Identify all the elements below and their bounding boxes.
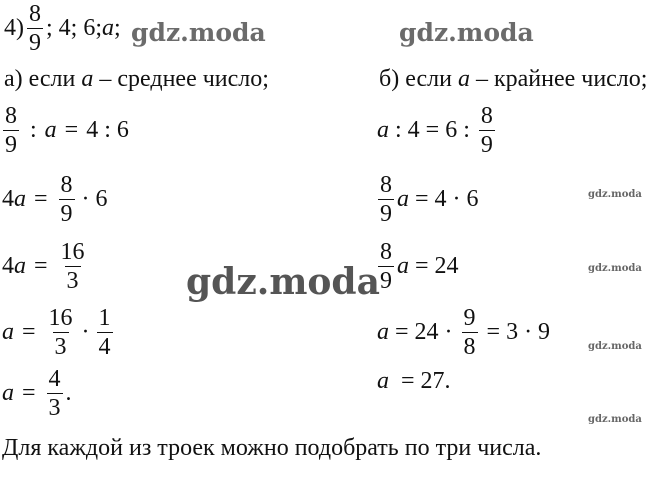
- watermark: gdz.moda: [131, 18, 266, 47]
- left-line-1: $\frac{8}{9}$ : a = 4 : 6: [5, 103, 129, 158]
- left-line-3: 4 a = $\frac{16}{3}$: [2, 239, 85, 294]
- fraction: $\frac{8}{9}$: [380, 239, 392, 294]
- watermark-large: gdz.moda: [186, 261, 380, 303]
- problem-variable: a: [102, 15, 115, 41]
- fraction: $\frac{1}{4}$: [98, 305, 111, 360]
- problem-statement: [4, 2, 121, 55]
- watermark: gdz.moda: [399, 18, 534, 47]
- right-line-4: a = 24 · $\frac{9}{8}$ = 3 · 9: [377, 305, 551, 360]
- problem-fraction: [27, 2, 43, 55]
- watermark-small: gdz.moda: [588, 341, 642, 352]
- fraction: $\frac{9}{8}$: [463, 305, 476, 360]
- right-line-2: $\frac{8}{9}$ a = 4 · 6: [380, 172, 479, 227]
- fraction: $\frac{8}{9}$: [60, 172, 73, 227]
- problem-number: 4): [4, 15, 24, 41]
- watermark-small: gdz.moda: [588, 414, 642, 425]
- fraction-denominator: 9: [29, 30, 41, 56]
- left-line-4: a = $\frac{16}{3}$ · $\frac{1}{4}$: [2, 305, 111, 360]
- fraction: $\frac{8}{9}$: [480, 103, 493, 158]
- fraction: $\frac{8}{9}$: [380, 172, 392, 227]
- fraction: $\frac{4}{3}$: [48, 366, 61, 421]
- watermark-small: gdz.moda: [588, 263, 642, 274]
- problem-numbers: ; 4; 6;: [46, 15, 103, 41]
- problem-end: ;: [114, 15, 121, 41]
- right-heading: б) если a – крайнее число;: [379, 66, 648, 92]
- fraction: $\frac{8}{9}$: [5, 103, 17, 158]
- fraction: $\frac{16}{3}$: [48, 305, 73, 360]
- watermark-small: gdz.moda: [588, 189, 642, 200]
- right-line-5: a = 27.: [377, 368, 451, 394]
- left-heading: а) если a – среднее число;: [4, 66, 269, 92]
- right-line-1: a : 4 = 6 : $\frac{8}{9}$: [377, 103, 493, 158]
- conclusion-text: Для каждой из троек можно подобрать по три числа.: [2, 435, 542, 461]
- fraction: $\frac{16}{3}$: [60, 239, 85, 294]
- left-line-5: a = $\frac{4}{3}$ .: [2, 366, 72, 421]
- fraction-numerator: 8: [29, 1, 41, 27]
- right-line-3: $\frac{8}{9}$ a = 24: [380, 239, 459, 294]
- left-line-2: 4 a = $\frac{8}{9}$ · 6: [2, 172, 108, 227]
